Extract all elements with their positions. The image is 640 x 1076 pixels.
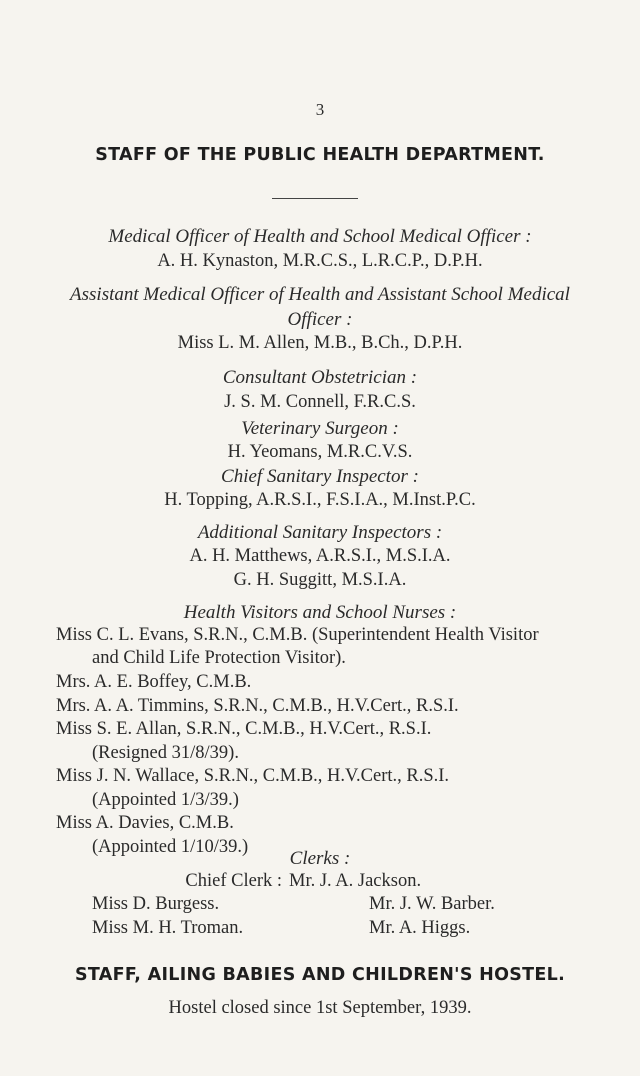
clerk-name: Miss M. H. Troman. <box>92 918 244 938</box>
health-visitor-line: Mrs. A. A. Timmins, S.R.N., C.M.B., H.V.Cert., R.S.I. <box>56 696 459 716</box>
health-visitor-line: (Appointed 1/3/39.) <box>92 790 239 810</box>
clerk-name: Mr. A. Higgs. <box>369 918 471 938</box>
amoh-name: Miss L. M. Allen, M.B., B.Ch., D.P.H. <box>177 333 463 353</box>
chief-inspector-title: Chief Sanitary Inspector : <box>221 466 419 487</box>
clerk-name: Mr. J. W. Barber. <box>369 894 495 914</box>
divider-rule <box>272 198 358 199</box>
additional-inspector-name: A. H. Matthews, A.R.S.I., M.S.I.A. <box>189 546 451 566</box>
clerks-title: Clerks : <box>289 848 351 869</box>
additional-inspectors-title: Additional Sanitary Inspectors : <box>197 522 443 543</box>
hostel-heading: STAFF, AILING BABIES AND CHILDREN'S HOSTEL. <box>74 965 566 985</box>
health-visitor-line: (Appointed 1/10/39.) <box>92 837 249 857</box>
amoh-title-cont: Officer : <box>287 309 353 330</box>
health-visitor-line: and Child Life Protection Visitor). <box>92 648 346 668</box>
chief-clerk-label: Chief Clerk : <box>185 871 282 891</box>
health-visitors-title: Health Visitors and School Nurses : <box>183 602 457 623</box>
clerk-name: Miss D. Burgess. <box>92 894 220 914</box>
vet-name: H. Yeomans, M.R.C.V.S. <box>227 442 413 462</box>
moh-name: A. H. Kynaston, M.R.C.S., L.R.C.P., D.P.H. <box>157 251 483 271</box>
chief-inspector-name: H. Topping, A.R.S.I., F.S.I.A., M.Inst.P.C. <box>164 490 476 510</box>
health-visitor-line: Miss J. N. Wallace, S.R.N., C.M.B., H.V.Cert., R.S.I. <box>56 766 450 786</box>
amoh-title: Assistant Medical Officer of Health and Assistant School Medical <box>70 284 570 305</box>
page-number: 3 <box>315 100 325 119</box>
obstetrician-name: J. S. M. Connell, F.R.C.S. <box>224 392 416 412</box>
hostel-text: Hostel closed since 1st September, 1939. <box>168 998 472 1018</box>
health-visitor-line: Miss A. Davies, C.M.B. <box>56 813 234 833</box>
vet-title: Veterinary Surgeon : <box>241 418 399 439</box>
health-visitor-line: Miss C. L. Evans, S.R.N., C.M.B. (Superintendent Health Visitor <box>56 625 539 645</box>
page-title: STAFF OF THE PUBLIC HEALTH DEPARTMENT. <box>95 145 545 165</box>
obstetrician-title: Consultant Obstetrician : <box>222 367 418 388</box>
moh-title: Medical Officer of Health and School Medical Officer : <box>108 226 532 247</box>
health-visitor-line: Mrs. A. E. Boffey, C.M.B. <box>56 672 252 692</box>
additional-inspector-name: G. H. Suggitt, M.S.I.A. <box>233 570 407 590</box>
chief-clerk-name: Mr. J. A. Jackson. <box>289 871 422 891</box>
health-visitor-line: Miss S. E. Allan, S.R.N., C.M.B., H.V.Cert., R.S.I. <box>56 719 432 739</box>
health-visitor-line: (Resigned 31/8/39). <box>92 743 239 763</box>
